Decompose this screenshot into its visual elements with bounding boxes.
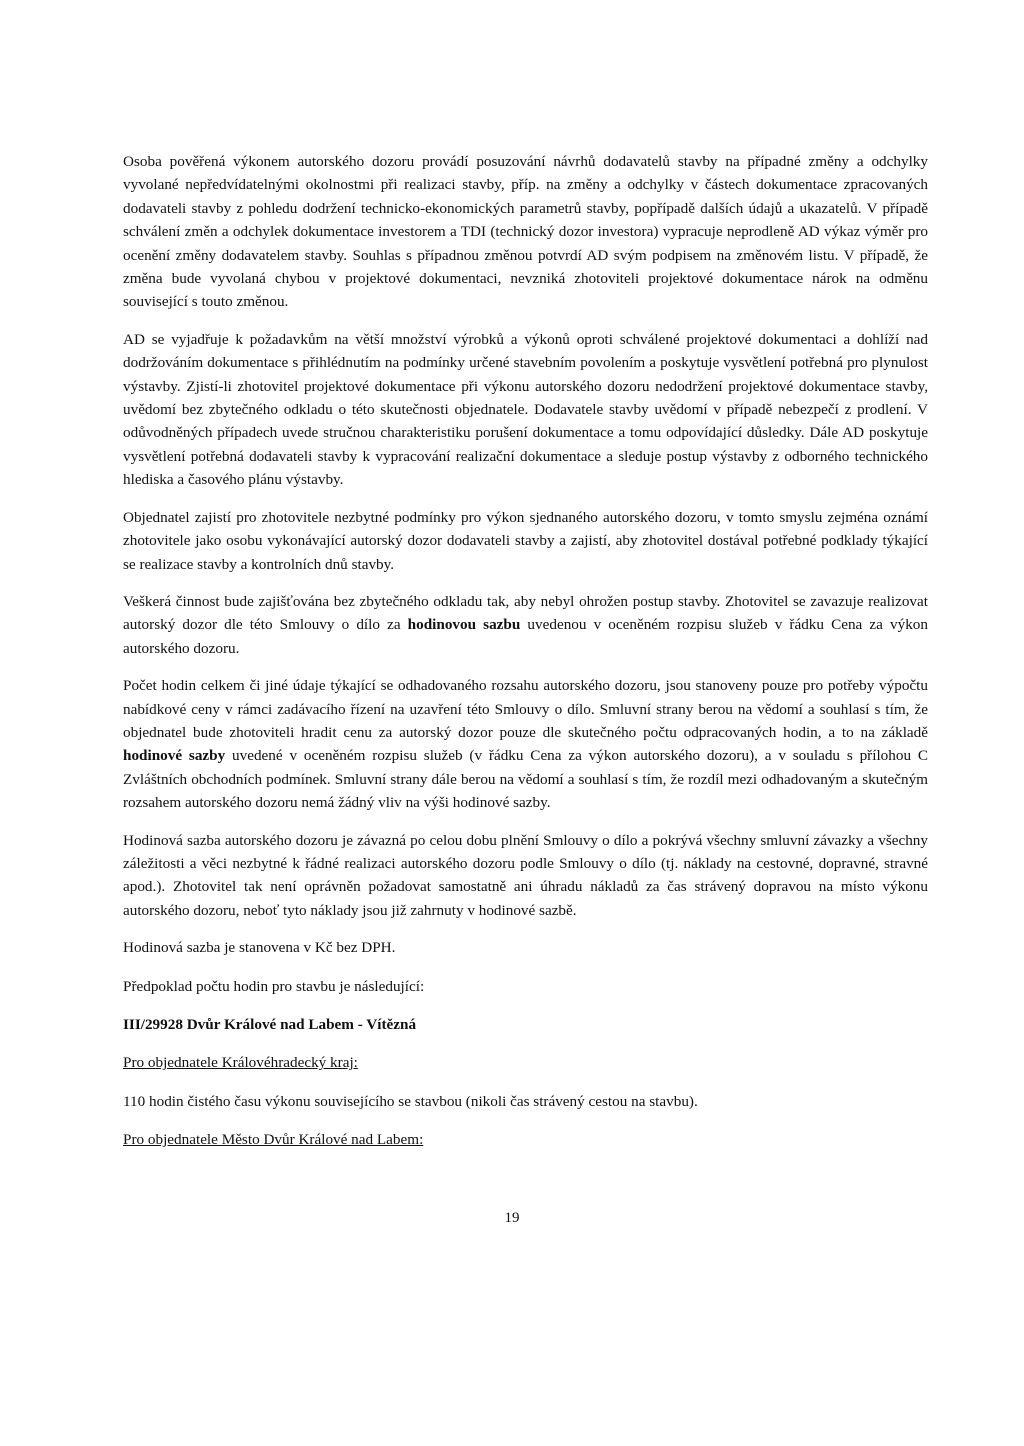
paragraph-hours-estimate-part1: Počet hodin celkem či jiné údaje týkající se odhadovaného rozsahu autorského dozoru, jsou stanoveny pouze pro potřeby výpočtu nabídkové ceny v rámci zadávacího řízení na uzavření této Smlouvy o dílo. Smluvní strany berou na vědomí a souhlasí s tím, že objednatel bude zhotoviteli hradit cenu za autorský dozor pouze dle skutečného počtu odpracovaných hodin, a to na základě: [123, 677, 928, 741]
project-title: III/29928 Dvůr Králové nad Labem - Vítězná: [123, 1016, 417, 1033]
paragraph-client-conditions: Objednatel zajistí pro zhotovitele nezbytné podmínky pro výkon sjednaného autorského dozoru, v tomto smyslu zejména oznámí zhotovitele jako osobu vykonávající autorský dozor dodavateli stavby a zajistí, aby zhotovitel dostával potřebné podklady týkající se realizace stavby a kontrolních dnů stavby.: [123, 508, 928, 573]
paragraph-hours-estimate: [123, 674, 928, 814]
client1-hours: 110 hodin čistého času výkonu souvisejícího se stavbou (nikoli čas strávený cestou na stavbu).: [123, 1092, 698, 1110]
paragraph-ad-requirements: AD se vyjadřuje k požadavkům na větší množství výrobků a výkonů oproti schválené projektové dokumentaci a dohlíží nad dodržováním dokumentace s přihlédnutím na podmínky určené stavebním povolením a poskytuje vysvětlení potřebná pro plynulost výstavby. Zjistí-li zhotovitel projektové dokumentace při výkonu autorského dozoru nedodržení projektové dokumentace stavby, uvědomí bez zbytečného odkladu o této skutečnosti objednatele. Dodavatele stavby uvědomí v případě nebezpečí z prodlení. V odůvodněných případech uvede stručnou charakteristiku porušení dokumentace a tomu odpovídající důsledky. Dále AD poskytuje vysvětlení potřebná dodavateli stavby k vypracování realizační dokumentace a sleduje postup výstavby z odborného technického hlediska a časového plánu výstavby.: [123, 330, 928, 489]
page-number: 19: [504, 1210, 520, 1226]
document-page: [123, 150, 928, 1152]
client1-heading: Pro objednatele Královéhradecký kraj:: [123, 1054, 358, 1072]
hourly-rate-bold: hodinovou sazbu: [407, 616, 521, 634]
paragraph-hourly-rate-part1: Veškerá činnost bude zajišťována bez zbytečného odkladu tak, aby nebyl ohrožen postup stavby. Zhotovitel se zavazuje realizovat autorský dozor dle této Smlouvy o dílo za: [123, 592, 928, 634]
hourly-rates-bold: hodinové sazby: [123, 747, 226, 765]
paragraph-hours-estimate-part2: uvedené v oceněném rozpisu služeb (v řádku Cena za výkon autorského dozoru), a v souladu s přílohou C Zvláštních obchodních podmínek. Smluvní strany dále berou na vědomí a souhlasí s tím, že rozdíl mezi odhadovaným a skutečným rozsahem autorského dozoru nemá žádný vliv na výši hodinové sazby.: [123, 747, 928, 812]
paragraph-design-changes: Osoba pověřená výkonem autorského dozoru provádí posuzování návrhů dodavatelů stavby na případné změny a odchylky vyvolané nepředvídatelnými okolnostmi při realizaci stavby, příp. na změny a odchylky v částech dokumentace zpracovaných dodavateli stavby z pohledu dodržení technicko-ekonomických parametrů stavby, popřípadě dalších údajů a ukazatelů. V případě schválení změn a odchylek dokumentace investorem a TDI (technický dozor investora) vypracuje neprodleně AD výkaz výměr pro ocenění změny dodavatelem stavby. Souhlas s případnou změnou potvrdí AD svým podpisem na změnovém listu. V případě, že změna bude vyvolaná chybou v projektové dokumentaci, nevzniká zhotoviteli projektové dokumentace nárok na odměnu související s touto změnou.: [123, 153, 928, 311]
paragraph-hourly-rate-part2: uvedenou v oceněném rozpisu služeb v řádku Cena za výkon autorského dozoru.: [123, 616, 928, 657]
client2-heading: Pro objednatele Město Dvůr Králové nad Labem:: [123, 1131, 424, 1149]
paragraph-hourly-rate: [123, 590, 928, 660]
paragraph-rate-binding: Hodinová sazba autorského dozoru je závazná po celou dobu plnění Smlouvy o dílo a pokrývá všechny smluvní závazky a všechny záležitosti a věci nezbytné k řádné realizaci autorského dozoru podle Smlouvy o dílo (tj. náklady na cestovné, dopravné, stravné apod.). Zhotovitel tak není oprávněn požadovat samostatně ani úhradu nákladů za čas strávený dopravou na místo výkonu autorského dozoru, neboť tyto náklady jsou již zahrnuty v hodinové sazbě.: [123, 831, 928, 919]
hours-intro: Předpoklad počtu hodin pro stavbu je následující:: [123, 977, 425, 995]
rate-note: Hodinová sazba je stanovena v Kč bez DPH.: [123, 939, 396, 957]
